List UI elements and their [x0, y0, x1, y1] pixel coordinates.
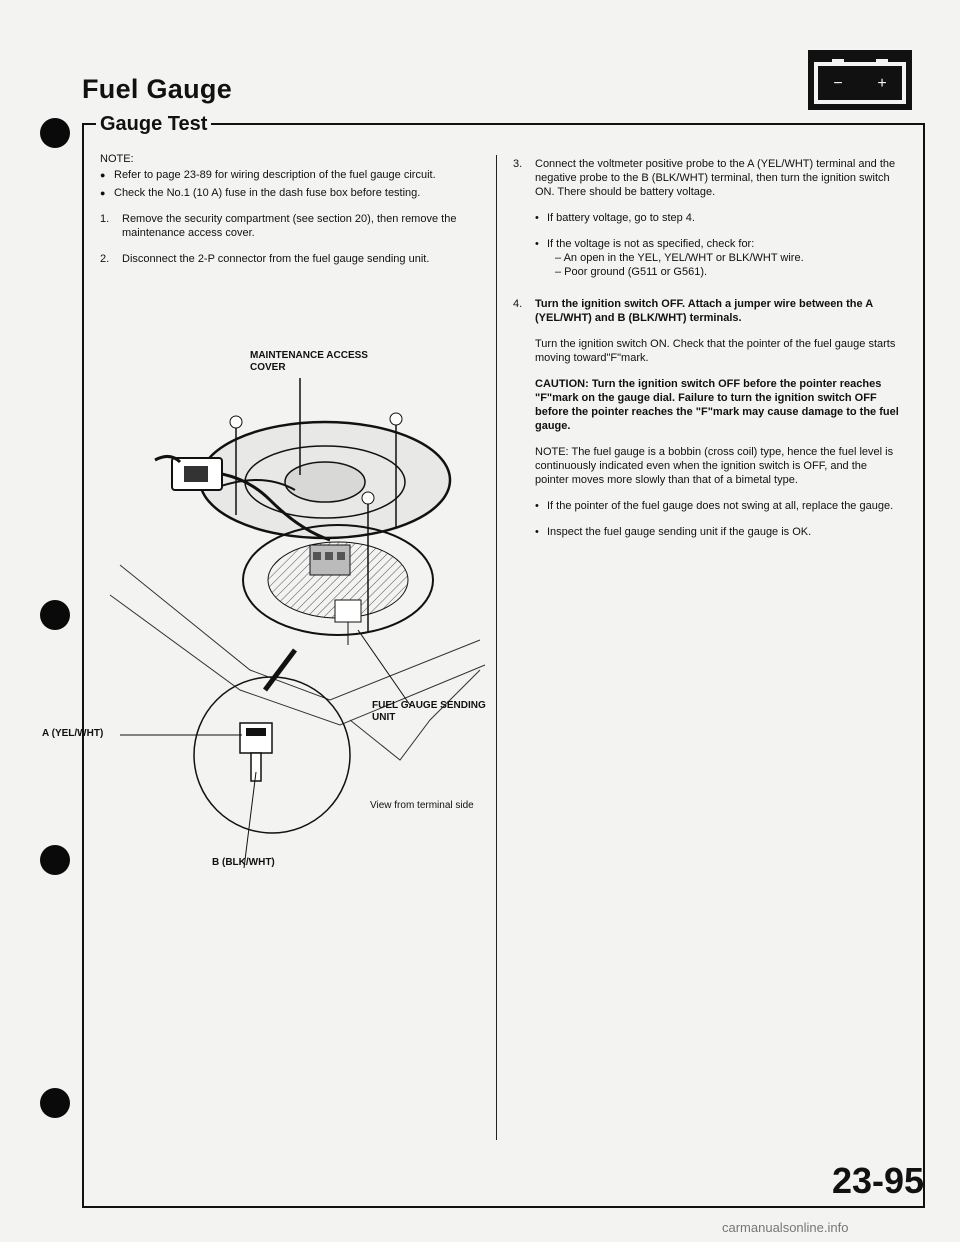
left-column	[100, 152, 478, 266]
fuel-gauge-illustration	[100, 340, 490, 870]
watermark: carmanualsonline.info	[722, 1220, 849, 1235]
step-4-details	[513, 337, 901, 539]
step-4	[513, 297, 901, 325]
check-item: – Poor ground (G511 or G561).	[555, 266, 708, 278]
step-text: Connect the voltmeter positive probe to the A (YEL/WHT) terminal and the negative probe to the B (BLK/WHT) terminal, then turn the ignition switch ON. There should be battery voltage.	[535, 158, 896, 198]
note-label: NOTE:	[100, 153, 134, 165]
battery-icon	[808, 50, 912, 110]
check-item: – An open in the YEL, YEL/WHT or BLK/WHT wire.	[555, 252, 804, 264]
punch-hole	[40, 118, 70, 148]
step-text: Remove the security compartment (see section 20), then remove the maintenance access cover.	[122, 213, 457, 239]
callout-terminal-a: A (YEL/WHT)	[42, 728, 104, 739]
step-3	[513, 157, 901, 199]
note-item: ● Check the No.1 (10 A) fuse in the dash fuse box before testing.	[100, 186, 478, 200]
note-item: ● Refer to page 23-89 for wiring description of the fuel gauge circuit.	[100, 168, 478, 182]
step-3-if-not: • If the voltage is not as specified, check for:	[535, 237, 901, 251]
callout-maintenance-cover: MAINTENANCE ACCESS COVER	[250, 350, 368, 373]
step-number: 3.	[513, 158, 523, 170]
step-2	[100, 252, 478, 266]
note-text: NOTE: The fuel gauge is a bobbin (cross coil) type, hence the fuel level is continuously indicated even when the ignition switch is OFF, and the pointer moves more slowly than that of a bimetal type.	[535, 446, 894, 486]
step-text: Disconnect the 2-P connector from the fuel gauge sending unit.	[122, 253, 430, 265]
step-3-details	[513, 211, 901, 279]
page-title: Fuel Gauge	[82, 74, 233, 104]
result-item: • If the pointer of the fuel gauge does not swing at all, replace the gauge.	[535, 499, 901, 513]
callout-sending-unit: FUEL GAUGE SENDING UNIT	[372, 700, 486, 723]
punch-hole	[40, 1088, 70, 1118]
step-text: Turn the ignition switch OFF. Attach a jumper wire between the A (YEL/WHT) and B (BLK/WHT) terminals.	[535, 298, 873, 324]
turn-on-instruction: Turn the ignition switch ON. Check that the pointer of the fuel gauge starts moving toward"F"mark.	[535, 338, 896, 364]
step-1	[100, 212, 478, 240]
fuel-gauge-diagram	[42, 340, 490, 870]
punch-hole	[40, 845, 70, 875]
result-item: • Inspect the fuel gauge sending unit if the gauge is OK.	[535, 525, 901, 539]
section-title: Gauge Test	[96, 113, 211, 136]
step-number: 1.	[100, 213, 110, 225]
callout-terminal-b: B (BLK/WHT)	[212, 857, 275, 868]
column-divider	[496, 155, 497, 1140]
callout-view-side: View from terminal side	[370, 800, 474, 811]
right-column	[513, 157, 901, 539]
caution-text: CAUTION: Turn the ignition switch OFF before the pointer reaches "F"mark on the gauge dial. Failure to turn the ignition switch OFF before the pointer reaches the "F"mark may cause damage to the fuel gauge.	[535, 378, 899, 432]
step-number: 2.	[100, 253, 110, 265]
battery-plus-sign: +	[877, 75, 887, 92]
step-number: 4.	[513, 298, 523, 310]
step-3-if-ok: • If battery voltage, go to step 4.	[535, 211, 901, 225]
page-number: 23-95	[832, 1160, 925, 1201]
battery-minus-sign: −	[833, 75, 843, 92]
punch-hole	[40, 600, 70, 630]
